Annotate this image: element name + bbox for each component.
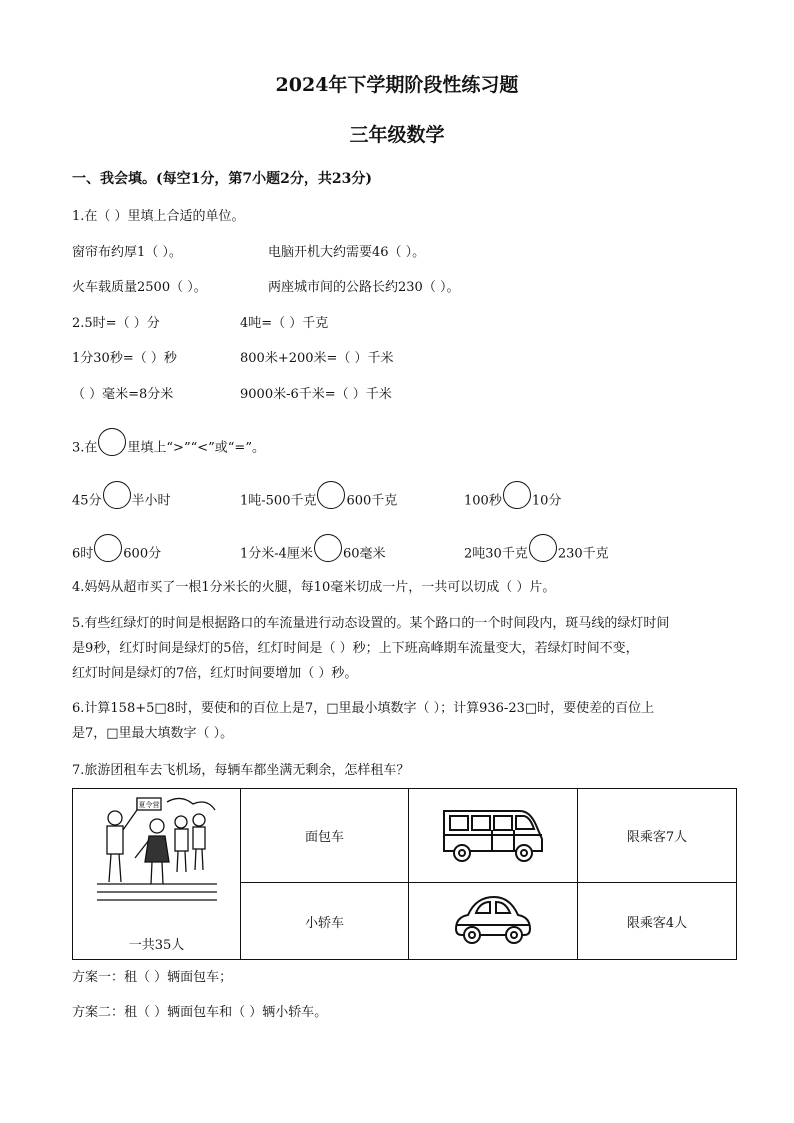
q2-item-c: 1分30秒=（ ）秒	[72, 351, 177, 366]
compare-right: 半小时	[131, 493, 171, 509]
q2-item-e: （ ）毫米=8分米	[72, 387, 174, 402]
compare-left: 100秒	[464, 493, 502, 509]
van-limit: 限乘客7人	[578, 789, 737, 883]
compare-right: 10分	[531, 493, 562, 509]
compare-left: 1分米-4厘米	[240, 546, 313, 562]
answer-circle[interactable]	[317, 481, 345, 509]
compare-left: 45分	[72, 493, 102, 509]
answer-circle[interactable]	[529, 534, 557, 562]
q3-compare-item	[464, 487, 561, 515]
compare-left: 2吨30千克	[464, 546, 528, 562]
q1-stem: 1.在（ ）里填上合适的单位。	[72, 209, 245, 224]
q2-item-f: 9000米-6千米=（ ）千米	[240, 387, 392, 402]
q1-item-a: 窗帘布约厚1（ ）。	[72, 245, 182, 260]
car-name: 小轿车	[241, 883, 409, 960]
compare-right: 60毫米	[342, 546, 386, 562]
q5-line-3: 红灯时间是绿灯的7倍，红灯时间要增加（ ）秒。	[72, 666, 358, 681]
group-caption: 一共35人	[128, 938, 185, 953]
q5-line-1: 5.有些红绿灯的时间是根据路口的车流量进行动态设置的。某个路口的一个时间段内，斑马线的绿灯时间	[72, 616, 670, 631]
q6-line-1: 6.计算158+5□8时，要使和的百位上是7，□里最小填数字（ ）；计算936-23□时，要使差的百位上	[72, 701, 655, 716]
compare-right: 600千克	[346, 493, 398, 509]
q3-compare-item	[464, 540, 609, 568]
q5-line-2: 是9秒，红灯时间是绿灯的5倍，红灯时间是（ ）秒；上下班高峰期车流量变大，若绿灯时间不变，	[72, 641, 639, 656]
car-image-cell	[409, 883, 578, 960]
compare-left: 6时	[72, 546, 94, 562]
compare-left: 1吨-500千克	[240, 493, 317, 509]
q6-line-2: 是7，□里最大填数字（ ）。	[72, 726, 234, 741]
q2-item-b: 4吨=（ ）千克	[240, 316, 329, 331]
q1-item-d: 两座城市间的公路长约230（ ）。	[268, 280, 460, 295]
q3-compare-item	[72, 487, 171, 515]
q3-stem-post: 里填上“>”“<”或“=”。	[127, 440, 265, 456]
van-image-cell	[409, 789, 578, 883]
tour-group-illustration	[97, 796, 217, 908]
q3-compare-item	[240, 487, 397, 515]
q2-item-a: 2.5时=（ ）分	[72, 316, 160, 331]
compare-right: 230千克	[557, 546, 609, 562]
group-flag-sign: 夏令营	[138, 801, 159, 809]
plan-1: 方案一：租（ ）辆面包车；	[72, 970, 233, 985]
answer-circle[interactable]	[314, 534, 342, 562]
page-title: 2024年下学期阶段性练习题	[275, 74, 519, 96]
answer-circle[interactable]	[103, 481, 131, 509]
van-name: 面包车	[241, 789, 409, 883]
q4-text: 4.妈妈从超市买了一根1分米长的火腿，每10毫米切成一片，一共可以切成（ ）片。	[72, 580, 556, 595]
q7-stem: 7.旅游团租车去飞机场，每辆车都坐满无剩余，怎样租车？	[72, 763, 410, 778]
q2-item-d: 800米+200米=（ ）千米	[240, 351, 394, 366]
car-limit: 限乘客4人	[578, 883, 737, 960]
compare-circle-icon	[98, 428, 126, 456]
compare-right: 600分	[123, 546, 162, 562]
tour-group-cell	[73, 789, 241, 960]
car-icon	[448, 889, 538, 949]
q3-stem-pre: 3.在	[72, 440, 98, 456]
answer-circle[interactable]	[94, 534, 122, 562]
van-icon	[438, 803, 548, 865]
plan-2: 方案二：租（ ）辆面包车和（ ）辆小轿车。	[72, 1005, 328, 1020]
q3-compare-item	[72, 540, 161, 568]
page-subtitle: 三年级数学	[349, 124, 445, 146]
section-heading: 一、我会填。(每空1分，第7小题2分，共23分)	[72, 171, 372, 187]
q1-item-b: 电脑开机大约需要46（ ）。	[268, 245, 426, 260]
q3-compare-item	[240, 540, 385, 568]
q1-item-c: 火车载质量2500（ ）。	[72, 280, 207, 295]
answer-circle[interactable]	[503, 481, 531, 509]
q3-stem	[72, 434, 265, 462]
rental-table	[72, 788, 737, 960]
